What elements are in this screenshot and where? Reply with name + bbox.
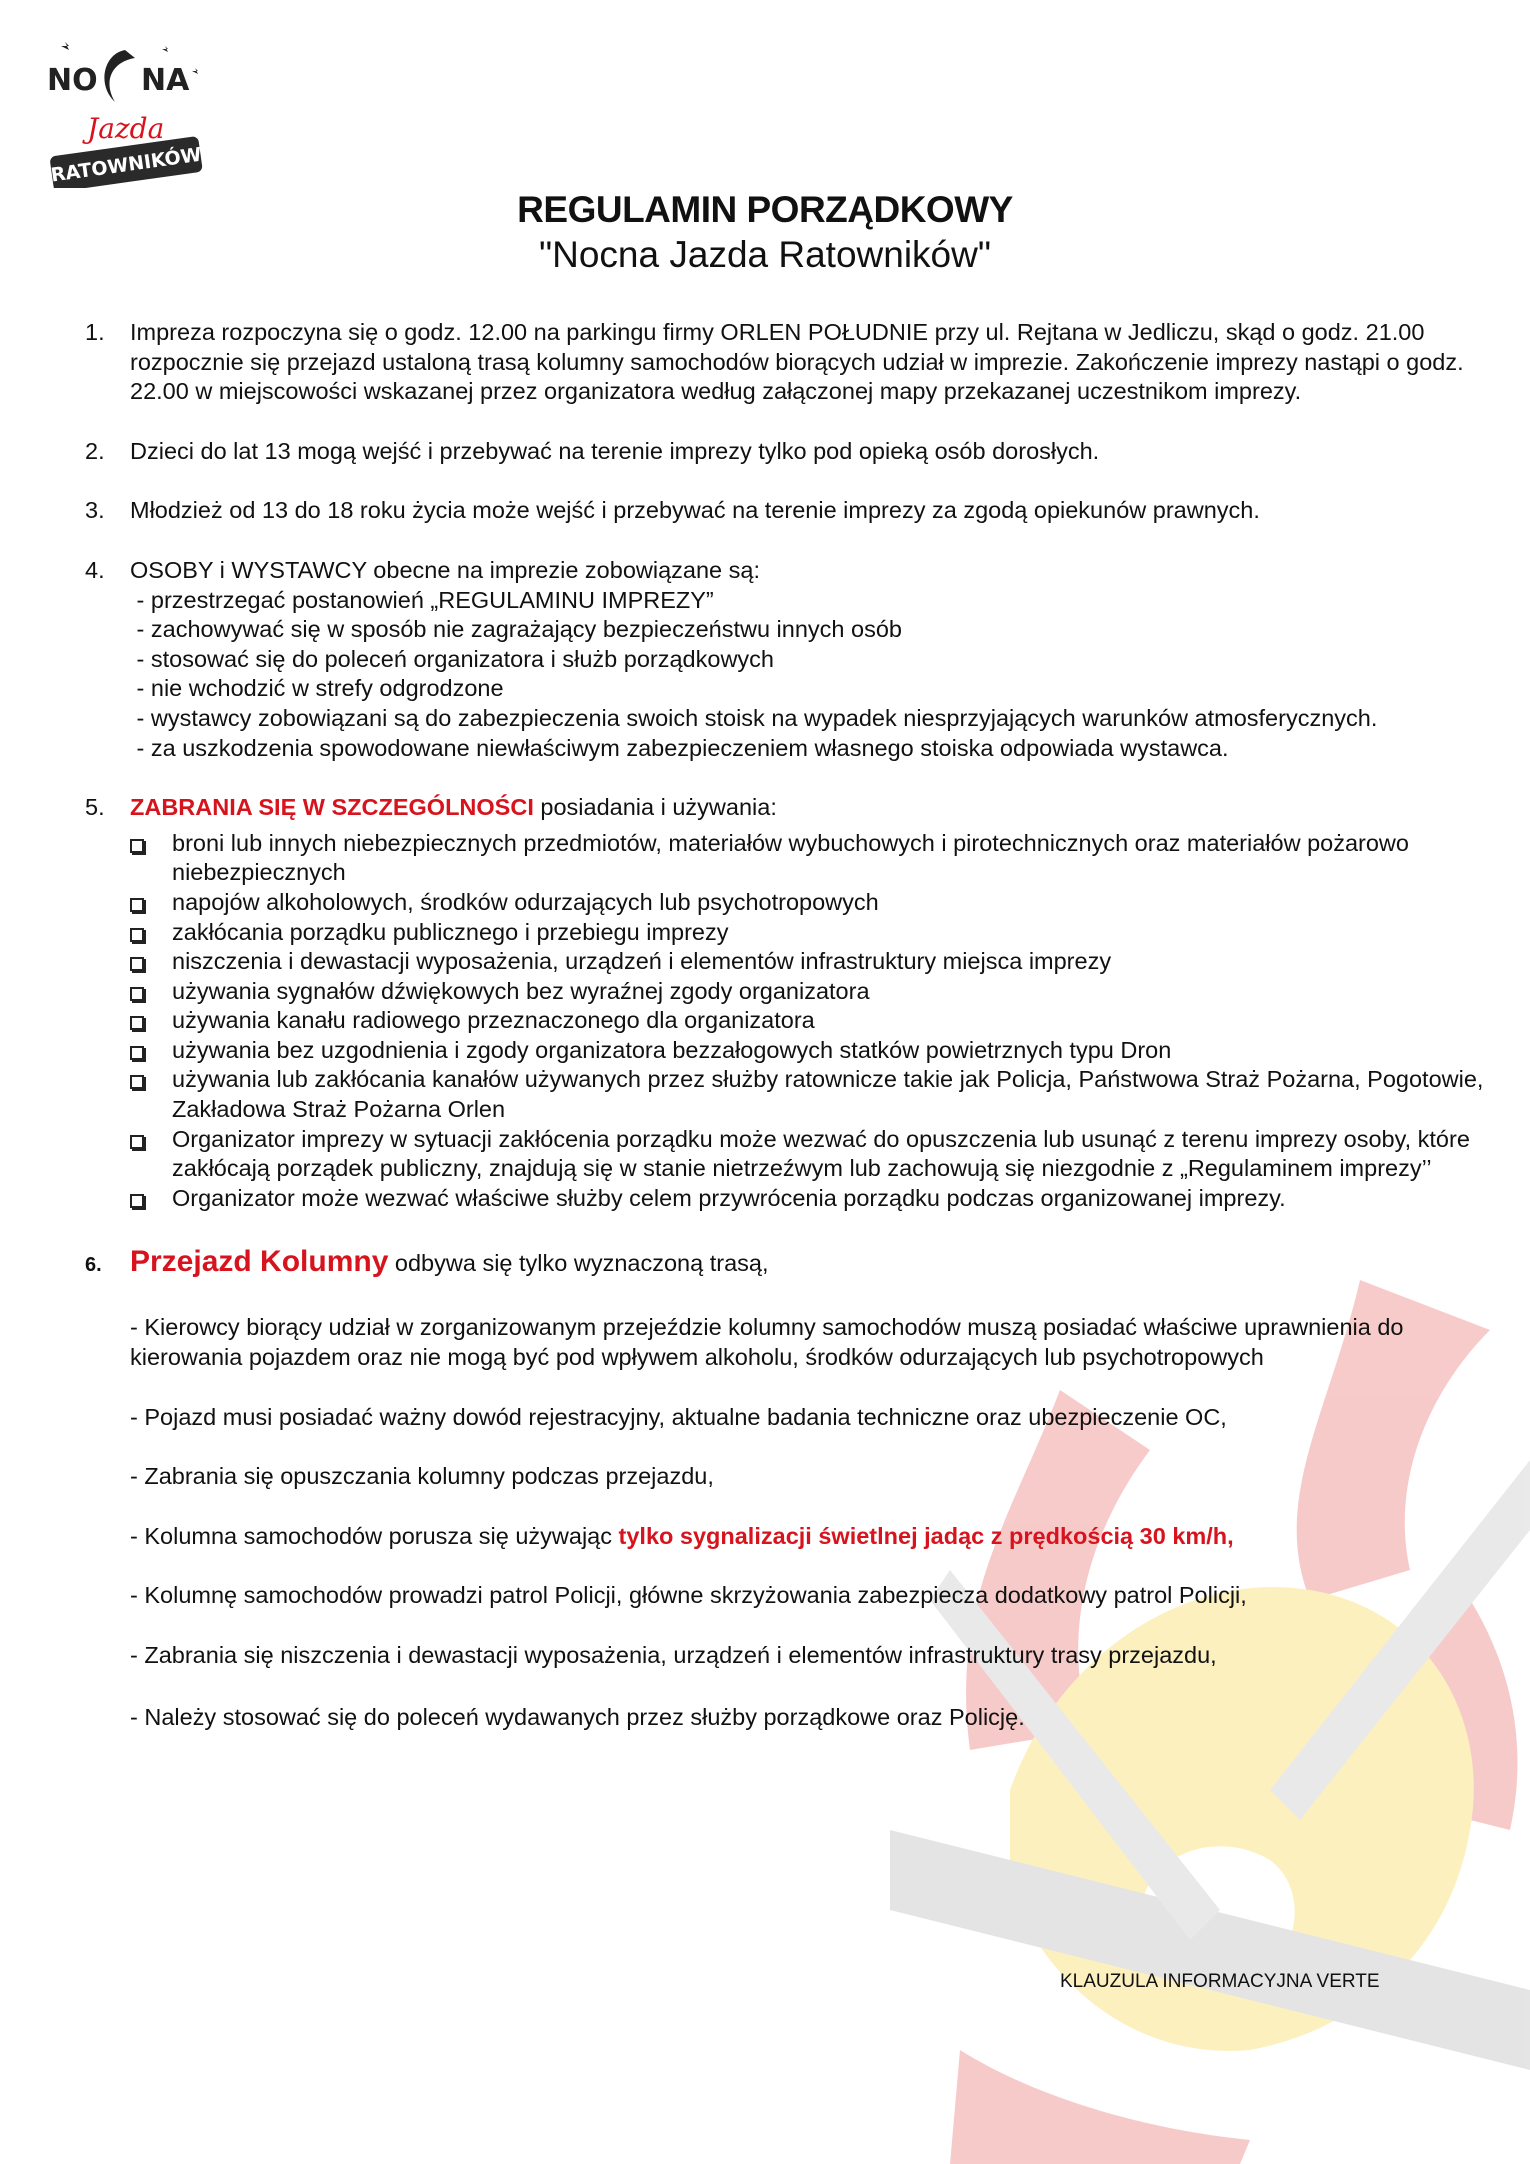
prohibitions-list: [127, 829, 1495, 1214]
convoy-rule-orders: - Należy stosować się do poleceń wydawanych przez służby porządkowe oraz Policję.: [130, 1703, 1025, 1730]
logo-text-na: NA: [141, 63, 190, 98]
rule-number: 1.: [85, 319, 105, 345]
rule-item-4: [85, 556, 1495, 763]
list-item-text: używania kanału radiowego przeznaczonego dla organizatora: [172, 1007, 815, 1034]
list-item-text: zakłócania porządku publicznego i przebiegu imprezy: [172, 918, 729, 945]
rule-6-highlight: Przejazd Kolumny: [130, 1245, 389, 1279]
list-item: [127, 947, 1495, 977]
rule-number: 4.: [85, 556, 105, 583]
rule-number: 2.: [85, 437, 105, 464]
checkbox-bullet-icon: [127, 1036, 172, 1066]
convoy-rule-speed: [130, 1522, 1495, 1552]
list-item-text: napojów alkoholowych, środków odurzających lub psychotropowych: [172, 888, 879, 915]
rule-4-line: - zachowywać się w sposób nie zagrażający bezpieczeństwu innych osób: [130, 616, 902, 643]
regulations-body: [85, 318, 1495, 1732]
rule-text: Impreza rozpoczyna się o godz. 12.00 na parkingu firmy ORLEN POŁUDNIE przy ul. Rejtana w Jedliczu, skąd o godz. 21.00 rozpocznie się przejazd ustaloną trasą kolumny samochodów biorących udział w imprezie. Zakończenie imprezy nastąpi o godz. 22.00 w miejscowości wskazanej przez organizatora według załączonej mapy przekazanej uczestnikom imprezy.: [130, 319, 1464, 405]
rule-text: Dzieci do lat 13 mogą wejść i przebywać na terenie imprezy tylko pod opieką osób dorosłych.: [130, 437, 1100, 464]
rule-6-intro: odbywa się tylko wyznaczoną trasą,: [388, 1250, 769, 1277]
rule-item-3: [85, 496, 1495, 526]
checkbox-bullet-icon: [127, 1006, 172, 1036]
logo-text-no: NO: [47, 63, 98, 98]
checkbox-bullet-icon: [127, 1184, 172, 1214]
crescent-moon-icon: [104, 50, 135, 102]
checkbox-bullet-icon: [127, 977, 172, 1007]
list-item-text: używania bez uzgodnienia i zgody organizatora bezzałogowych statków powietrznych typu Dron: [172, 1036, 1172, 1063]
rule-5-intro: posiadania i używania:: [533, 794, 777, 821]
convoy-rule-vandalism: - Zabrania się niszczenia i dewastacji wyposażenia, urządzeń i elementów infrastruktury trasy przejazdu,: [130, 1642, 1217, 1668]
rule-item-1: [85, 318, 1495, 407]
list-item-text: Organizator może wezwać właściwe służby celem przywrócenia porządku podczas organizowanej imprezy.: [172, 1184, 1286, 1211]
convoy-rule-speed-text: - Kolumna samochodów porusza się używając: [130, 1522, 619, 1549]
checkbox-bullet-icon: [127, 1065, 172, 1124]
list-item: [127, 1065, 1495, 1124]
rule-4-line: - stosować się do poleceń organizatora i służb porządkowych: [130, 645, 774, 672]
rule-number: 5.: [85, 794, 105, 821]
list-item: [127, 1006, 1495, 1036]
rule-4-line: - wystawcy zobowiązani są do zabezpieczenia swoich stoisk na wypadek niesprzyjających warunków atmosferycznych.: [130, 704, 1378, 731]
rule-item-6: [85, 1247, 1495, 1283]
convoy-rule-drivers: - Kierowcy biorący udział w zorganizowanym przejeździe kolumny samochodów muszą posiadać właściwe uprawnienia do kierowania pojazdem oraz nie mogą być pod wpływem alkoholu, środków odurzających lub psychotropowych: [130, 1314, 1404, 1371]
checkbox-bullet-icon: [127, 1125, 172, 1184]
list-item-text: broni lub innych niebezpiecznych przedmiotów, materiałów wybuchowych i pirotechnicznych oraz materiałów pożarowo niebezpiecznych: [172, 829, 1409, 886]
rule-4-line: - przestrzegać postanowień „REGULAMINU IMPREZY”: [130, 586, 714, 613]
checkbox-bullet-icon: [127, 829, 172, 888]
convoy-rule-vehicle: - Pojazd musi posiadać ważny dowód rejestracyjny, aktualne badania techniczne oraz ubezpieczenie OC,: [130, 1403, 1227, 1430]
rule-5-highlight: ZABRANIA SIĘ W SZCZEGÓLNOŚCI: [130, 794, 534, 821]
rule-4-line: - nie wchodzić w strefy odgrodzone: [130, 675, 504, 702]
list-item-text: używania lub zakłócania kanałów używanych przez służby ratownicze takie jak Policja, Państwowa Straż Pożarna, Pogotowie, Zakładowa Straż Pożarna Orlen: [172, 1066, 1484, 1123]
list-item: [127, 1125, 1495, 1184]
rule-number: 3.: [85, 497, 105, 524]
convoy-rules: [130, 1313, 1495, 1732]
rule-item-5: [85, 793, 1495, 823]
rule-number: 6.: [85, 1254, 102, 1277]
list-item: [127, 918, 1495, 948]
checkbox-bullet-icon: [127, 918, 172, 948]
list-item: [127, 888, 1495, 918]
rule-4-line: - za uszkodzenia spowodowane niewłaściwym zabezpieczeniem własnego stoiska odpowiada wystawca.: [130, 734, 1229, 761]
convoy-rule-police: - Kolumnę samochodów prowadzi patrol Policji, główne skrzyżowania zabezpiecza dodatkowy patrol Policji,: [130, 1582, 1247, 1609]
convoy-rule-speed-highlight: tylko sygnalizacji świetlnej jadąc z prędkością 30 km/h,: [618, 1522, 1234, 1549]
event-logo: [45, 28, 210, 188]
rule-4-intro: OSOBY i WYSTAWCY obecne na imprezie zobowiązane są:: [130, 556, 760, 583]
list-item: [127, 977, 1495, 1007]
title-main: REGULAMIN PORZĄDKOWY: [517, 189, 1013, 230]
rule-text: Młodzież od 13 do 18 roku życia może wejść i przebywać na terenie imprezy za zgodą opiekunów prawnych.: [130, 497, 1260, 524]
checkbox-bullet-icon: [127, 947, 172, 977]
rule-item-2: [85, 437, 1495, 467]
list-item: [127, 829, 1495, 888]
title-sub: "Nocna Jazda Ratowników": [539, 234, 991, 275]
convoy-rule-leaving: - Zabrania się opuszczania kolumny podczas przejazdu,: [130, 1463, 714, 1490]
footer-note: KLAUZULA INFORMACYJNA VERTE: [1060, 1971, 1380, 1992]
list-item-text: niszczenia i dewastacji wyposażenia, urządzeń i elementów infrastruktury miejsca imprezy: [172, 948, 1112, 975]
list-item: [127, 1184, 1495, 1214]
checkbox-bullet-icon: [127, 888, 172, 918]
document-title: [0, 188, 1530, 278]
list-item-text: używania sygnałów dźwiękowych bez wyraźnej zgody organizatora: [172, 977, 870, 1004]
logo-text-ratownikow: RATOWNIKÓW: [49, 143, 204, 187]
list-item: [127, 1036, 1495, 1066]
list-item-text: Organizator imprezy w sytuacji zakłócenia porządku może wezwać do opuszczenia lub usunąć z terenu imprezy osoby, które zakłócają porządek publiczny, znajdują się w stanie nietrzeźwym lub zachowują się niezgodnie z „Regulaminem imprezy’’: [172, 1125, 1470, 1182]
logo-text-jazda: Jazda: [87, 112, 165, 145]
